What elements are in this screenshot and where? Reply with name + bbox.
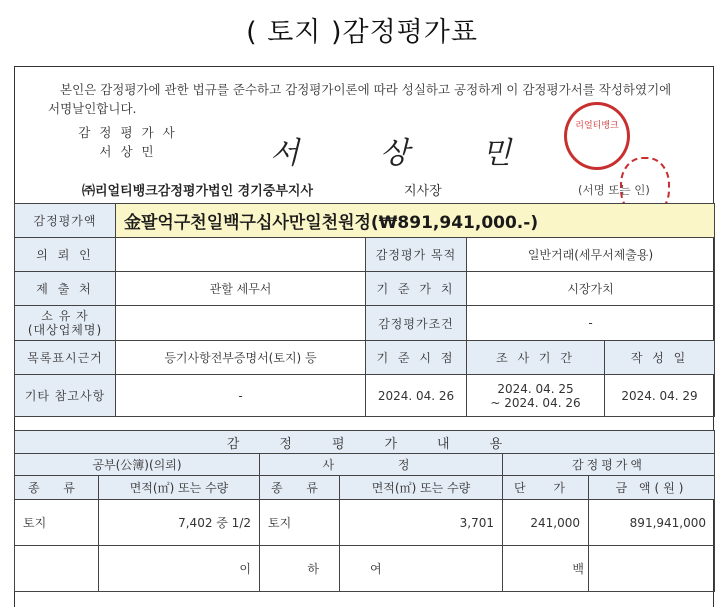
oath-statement: 본인은 감정평가에 관한 법규를 준수하고 감정평가이론에 따라 성실하고 공정하게 이 감정평가서를 작성하였기에 서명날인합니다. [48, 82, 672, 116]
content-section-title: 감정평가내용 [15, 431, 715, 454]
signature-glyph-2: 상 [380, 136, 409, 171]
page-title: ( 토지 )감정평가표 [246, 17, 478, 48]
row-unit-price: 241,000 [503, 500, 589, 546]
survey-start: 2024. 04. 25 [497, 381, 574, 396]
footer-char-2: 하 [260, 546, 340, 592]
signer-role: 감정평가사 [78, 125, 184, 140]
basis-value-label: 기 준 가 치 [366, 272, 467, 306]
signature-glyph-3: 민 [482, 136, 511, 171]
col-kind: 종 류 [15, 476, 99, 500]
table-row [15, 500, 715, 546]
base-date-label: 기 준 시 점 [366, 341, 467, 375]
amount-label: 감정평가액 [15, 204, 116, 238]
col-amount: 금 액(원) [589, 476, 715, 500]
footer-char-3: 여 [340, 546, 503, 592]
owner-label-line1: 소 유 자 [41, 309, 89, 323]
listing-basis-value: 등기사항전부증명서(토지) 등 [116, 341, 366, 375]
purpose-label: 감정평가 목적 [366, 238, 467, 272]
public-record-header: 공부(公簿)(의뢰) [15, 454, 260, 476]
written-date-value: 2024. 04. 29 [605, 375, 715, 417]
col-area-actual: 면적(㎡) 또는 수량 [340, 476, 503, 500]
footer-char-1: 이 [99, 546, 260, 592]
footer-char-4: 백 [503, 546, 589, 592]
col-area: 면적(㎡) 또는 수량 [99, 476, 260, 500]
owner-label [15, 306, 116, 341]
appraised-value-header: 감정평가액 [503, 454, 715, 476]
seal-text: 리얼티뱅크 [575, 121, 619, 131]
col-kind-actual: 종 류 [260, 476, 340, 500]
survey-period-value [467, 375, 605, 417]
base-date-value: 2024. 04. 26 [366, 375, 467, 417]
purpose-value: 일반거래(세무서제출용) [467, 238, 715, 272]
row-amount: 891,941,000 [589, 500, 715, 546]
appraiser-seal-stamp [564, 102, 630, 170]
owner-label-line2: (대상업체명) [27, 323, 103, 337]
col-unit-price: 단 가 [503, 476, 589, 500]
client-label: 의 뢰 인 [15, 238, 116, 272]
signer-role-block [76, 123, 186, 161]
amount-value: 金팔억구천일백구십사만일천원정(₩891,941,000.-) [116, 204, 715, 238]
footer-blank-2 [589, 546, 715, 592]
basis-value-value: 시장가치 [467, 272, 715, 306]
table-row-footer [15, 546, 715, 592]
condition-value: - [467, 306, 715, 341]
sign-note: (서명 또는 인) [578, 183, 650, 197]
firm-name: ㈜리얼티뱅크감정평가법인 경기중부지사 [82, 184, 314, 199]
row-area-actual: 3,701 [340, 500, 503, 546]
row-area: 7,402 중 1/2 [99, 500, 260, 546]
submit-to-value: 관할 세무서 [116, 272, 366, 306]
written-date-label: 작 성 일 [605, 341, 715, 375]
survey-end: ~ 2024. 04. 26 [490, 395, 581, 410]
survey-period-label: 조 사 기 간 [467, 341, 605, 375]
summary-table [14, 203, 715, 417]
notes-value: - [116, 375, 366, 417]
row-kind-actual: 토지 [260, 500, 340, 546]
client-value [116, 238, 366, 272]
signer-name: 서상민 [99, 144, 163, 159]
signature-glyph-1: 서 [270, 136, 299, 171]
footer-blank [15, 546, 99, 592]
row-kind: 토지 [15, 500, 99, 546]
owner-value [116, 306, 366, 341]
submit-to-label: 제 출 처 [15, 272, 116, 306]
listing-basis-label: 목록표시근거 [15, 341, 116, 375]
signer-position: 지사장 [404, 184, 442, 199]
appraisal-content-table [14, 430, 715, 592]
actual-survey-header: 사 정 [260, 454, 503, 476]
condition-label: 감정평가조건 [366, 306, 467, 341]
notes-label: 기타 참고사항 [15, 375, 116, 417]
